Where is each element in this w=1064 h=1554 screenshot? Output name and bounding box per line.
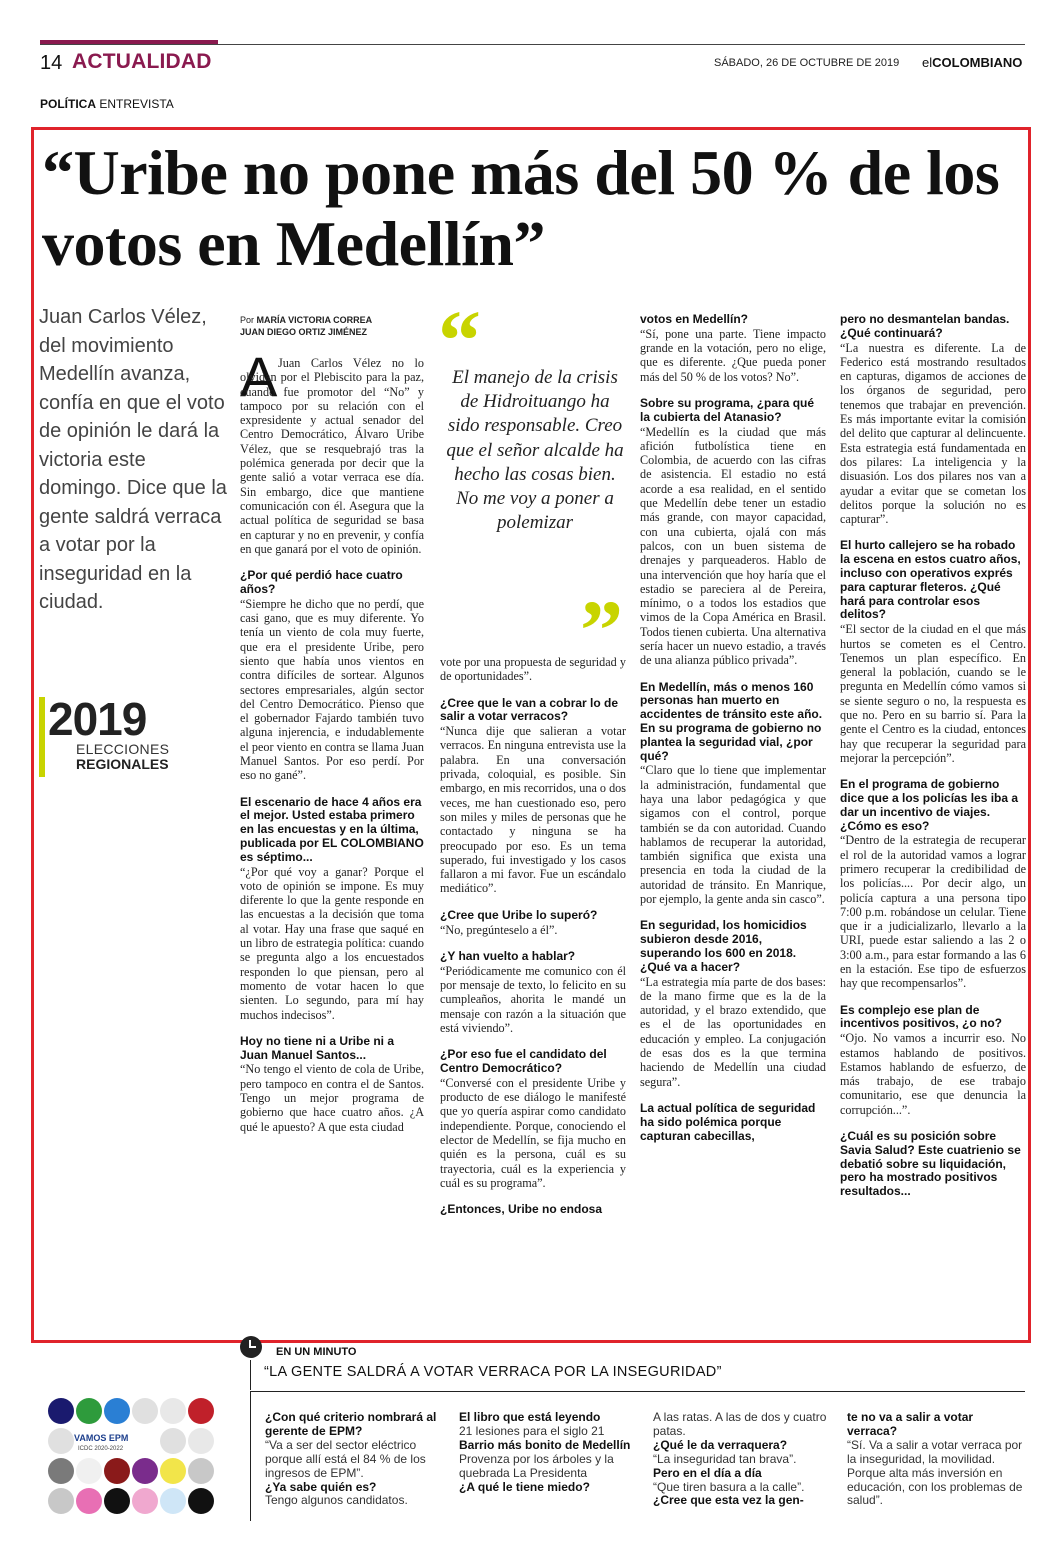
- minute-question: ¿Cree que esta vez la gen-: [653, 1493, 804, 1508]
- ad-dot: [188, 1428, 214, 1454]
- question: votos en Medellín?: [640, 312, 749, 326]
- advertisement-color-dots: [40, 1390, 230, 1520]
- question: ¿Y han vuelto a hablar?: [440, 948, 576, 963]
- ad-subtext: ICDC 2020-2022: [78, 1446, 124, 1452]
- minute-column-1: [265, 1411, 443, 1508]
- question: Hoy no tiene ni a Uribe ni a Juan Manuel Santos...: [240, 1033, 395, 1062]
- answer: “¿Por qué voy a ganar? Porque el voto de opinión se impone. Es muy diferente lo que la gente responde en las encuestas a la decisión que toma al votar. Hay una frase que saqué en un libro de estrategia política: cuando se pregunta algo a los encuestados responden lo que piensan, pero al momento de votar hacen lo que sienten. Lo segundo, para mí hay muchos indecisos”.: [240, 864, 424, 1022]
- answer: vote por una propuesta de seguridad y de oportunidades”.: [440, 655, 626, 684]
- intro-paragraph: Juan Carlos Vélez no lo olvidan por el Plebiscito para la paz, cuando fue promotor del “No” y tampoco por su relación con el expresidente y actual senador del Centro Democrático, Álvaro Uribe Vélez, que se resquebrajó tras la polémica generada por decir que la gente salió a votar verraca ese día. Sin embargo, dice que mantiene comunicación con él. Asegura que la actual política de seguridad se basa en capturar y no en prevenir, y confía en que ganará por el voto de opinión.: [240, 356, 424, 556]
- ad-logo: VAMOS EPM: [74, 1433, 129, 1443]
- minute-question: te no va a salir a votar verraca?: [847, 1410, 974, 1438]
- ad-dot: [160, 1398, 186, 1424]
- article-column-3: [640, 313, 826, 1143]
- answer: “Sí, pone una parte. Tiene impacto grande en la votación, pero no elige, que es diferente. ¿Que pueda poner más del 50 % de los votos? No”.: [640, 326, 826, 384]
- byline: [240, 314, 372, 338]
- subsection-bold: POLÍTICA: [40, 97, 96, 111]
- brand-prefix: el: [922, 55, 933, 70]
- minute-question: ¿Qué le da verraquera?: [653, 1437, 788, 1452]
- byline-author-1: MARÍA VICTORIA CORREA: [256, 315, 373, 325]
- answer: “Ojo. No vamos a incurrir eso. No estamos hablando de positivos. Estamos hablando de esfuerzo, de más trabajo, de ese trabajo comunitario, ese que denuncia la corrupción...”.: [840, 1031, 1026, 1117]
- ad-dot: [48, 1428, 74, 1454]
- ad-dot: [48, 1488, 74, 1514]
- article-column-4: [840, 313, 1026, 1199]
- minute-divider-vertical-2: [250, 1391, 251, 1521]
- question: Es complejo ese plan de incentivos positivos, ¿o no?: [840, 1002, 1003, 1031]
- elections-logo-line2: REGIONALES: [76, 756, 169, 772]
- answer: “Claro que lo tiene que implementar la administración, fundamental que haya una labor pedagógica y que sigamos con el control, porque también se da con autoridad. Cuando hablamos de recuperar la autoridad, también significa que exista una presencia en toda la ciudad de la autoridad de tránsito. En Manrique, por ejemplo, la gente anda sin casco”.: [640, 763, 826, 907]
- question: ¿Cuál es su posición sobre Savia Salud? Este cuatrienio se debatió sobre su liquidación, pero ha mostrado positivos resultados...: [840, 1129, 1021, 1199]
- minute-divider-vertical: [250, 1360, 251, 1390]
- answer: “La estrategia mía parte de dos bases: de la mano firme que es la de la autoridad, y el brazo extendido, que es el de las oportunidades en educación y empleo. La conjugación de esas dos es la que termina haciendo de Medellín una ciudad segura”.: [640, 974, 826, 1089]
- pull-quote: El manejo de la crisis de Hidroituango ha sido responsable. Creo que el señor alcalde ha hecho las cosas bien. No me voy a poner a polemizar: [446, 367, 624, 534]
- ad-dot: [160, 1428, 186, 1454]
- question: ¿Cree que le van a cobrar lo de salir a votar verracos?: [440, 695, 619, 724]
- ad-dot: [188, 1488, 214, 1514]
- minute-column-2: [459, 1411, 643, 1494]
- question: ¿Por qué perdió hace cuatro años?: [240, 568, 403, 596]
- minute-answer: “Que tiren basura a la calle”.: [653, 1479, 805, 1494]
- ad-dot: [76, 1458, 102, 1484]
- answer: “Nunca dije que salieran a votar verracos. En ninguna entrevista use la palabra. En una conversación privada, coloquial, es posible. Sin embargo, en mis recorridos, una o dos veces, me han cuestionado eso, pero son miles y miles de personas que he contactado y ninguna se ha preocupado por eso. Es un tema superado, fui investigado y los casos fallaron a mi favor. Fue un escándalo mediático”.: [440, 724, 626, 896]
- open-quote-mark: “: [438, 292, 481, 388]
- minute-answer: A las ratas. A las de dos y cuatro patas.: [653, 1410, 827, 1438]
- elections-logo-bar: [39, 697, 45, 777]
- ad-dot: [132, 1458, 158, 1484]
- question: El escenario de hace 4 años era el mejor. Usted estaba primero en las encuestas y en la última, publicada por EL COLOMBIANO es séptimo...: [240, 794, 424, 864]
- minute-column-4: [847, 1411, 1025, 1508]
- minute-headline-quote: “LA GENTE SALDRÁ A VOTAR VERRACA POR LA INSEGURIDAD”: [264, 1364, 722, 1380]
- minute-answer: “Va a ser del sector eléctrico porque allí está el 84 % de los ingresos de EPM”.: [265, 1437, 426, 1480]
- minute-question: ¿Ya sabe quién es?: [265, 1479, 377, 1494]
- minute-section-title: EN UN MINUTO: [276, 1346, 357, 1358]
- ad-dot: [48, 1398, 74, 1424]
- answer: “No, pregúnteselo a él”.: [440, 922, 558, 937]
- minute-question: ¿A qué le tiene miedo?: [459, 1479, 590, 1494]
- byline-prefix: Por: [240, 315, 257, 325]
- header-rule: [40, 44, 1025, 45]
- question: La actual política de seguridad ha sido polémica porque capturan cabecillas,: [640, 1100, 816, 1143]
- subsection-rest: ENTREVISTA: [96, 97, 174, 111]
- answer: “Conversé con el presidente Uribe y producto de ese diálogo le manifesté que yo quería aspirar como candidato independiente. Porque, conociendo el elector de Medellín, se fija mucho en quién es la persona, cuál es su trayectoria, cuál es la experiencia y cuál es su programa”.: [440, 1075, 626, 1190]
- answer: “Dentro de la estrategia de recuperar el rol de la autoridad vamos a lograr primero recuperar la credibilidad de los policías.... Por decir algo, un policía captura a una persona tipo 7:00 p.m. robándose un celular. Tiene que ir a judicializarlo, llevarlo a la URI, puede estar saliendo a las 2 o 3:00 a.m., para estar formando a las 6 en la estación. Ese tipo de esfuerzos hay que recompensarlos”.: [840, 833, 1026, 991]
- minute-question: Barrio más bonito de Medellín: [459, 1437, 631, 1452]
- ad-dot: [48, 1458, 74, 1484]
- close-quote-mark: ”: [580, 582, 623, 678]
- answer: “Siempre he dicho que no perdí, que casi gano, que es muy diferente. Yo tenía un viento de cola muy fuerte, que era el presidente Uribe, pero siento que había unos vientos en contra difíciles de sortear. Algunos sectores empresariales, algún sector del Centro Democrático. Pienso que el gobernador Fajardo también tuvo alguna injerencia, e indudablemente el peor viento en contra se llama Juan Manuel Santos. Por eso perdí. Por eso no gané”.: [240, 596, 424, 783]
- answer: “Periódicamente me comunico con él por mensaje de texto, lo felicito en su cumpleaños, ahorita le mandé un mensaje con razón a la situación que está viviendo”.: [440, 963, 626, 1035]
- ad-dot: [188, 1458, 214, 1484]
- page-number: 14: [40, 52, 63, 74]
- ad-dot: [132, 1398, 158, 1424]
- minute-answer: “Sí. Va a salir a votar verraca por la inseguridad, la movilidad. Porque alta más inversión en educación, con los problemas de salud”.: [847, 1437, 1023, 1508]
- article-lede: Juan Carlos Vélez, del movimiento Medellín avanza, confía en que el voto de opinión le dará la victoria este domingo. Dice que la gente saldrá verraca a votar por la inseguridad en la ciudad.: [39, 306, 227, 613]
- ad-dot: [104, 1398, 130, 1424]
- ad-dot: [160, 1488, 186, 1514]
- article-column-2: [440, 655, 626, 1217]
- byline-author-2: JUAN DIEGO ORTIZ JIMÉNEZ: [240, 327, 368, 337]
- subsection-label: [40, 97, 174, 111]
- minute-answer: Tengo algunos candidatos.: [265, 1493, 408, 1508]
- ad-dot: [104, 1458, 130, 1484]
- ad-dot: [76, 1398, 102, 1424]
- question: En Medellín, más o menos 160 personas han muerto en accidentes de tránsito este año. En su programa de gobierno no plantea la seguridad vial, ¿por qué?: [640, 679, 823, 763]
- question: Sobre su programa, ¿para qué la cubierta del Atanasio?: [640, 395, 815, 424]
- answer: “No tengo el viento de cola de Uribe, pero tampoco en contra el de Santos. Tengo un mejor programa de gobierno que hace cuatro años. ¿A qué le apuesto? A que esta ciudad: [240, 1062, 424, 1134]
- question: ¿Por eso fue el candidato del Centro Democrático?: [440, 1047, 607, 1075]
- brand-name: COLOMBIANO: [932, 55, 1023, 70]
- minute-answer: Provenza por los árboles y la quebrada La Presidenta: [459, 1451, 614, 1480]
- ad-dot: [132, 1488, 158, 1514]
- minute-divider-horizontal: [250, 1391, 1025, 1392]
- minute-answer: 21 lesiones para el siglo 21: [459, 1423, 605, 1438]
- question: ¿Cree que Uribe lo superó?: [440, 907, 598, 922]
- question: En el programa de gobierno dice que a los policías les iba a dar un incentivo de viajes. ¿Cómo es eso?: [840, 777, 1019, 833]
- minute-question: ¿Con qué criterio nombrará al gerente de EPM?: [265, 1410, 437, 1438]
- section-title: ACTUALIDAD: [72, 50, 212, 73]
- minute-question: El libro que está leyendo: [459, 1410, 601, 1424]
- article-headline: “Uribe no pone más del 50 % de los votos en Medellín”: [42, 137, 1000, 279]
- question: pero no desmantelan bandas. ¿Qué continuará?: [840, 312, 1010, 340]
- question: El hurto callejero se ha robado la escena en estos cuatro años, incluso con operativos exprés para capturar fleteros. ¿Qué hará para controlar esos delitos?: [840, 538, 1021, 622]
- ad-dot: [76, 1488, 102, 1514]
- ad-dot: [188, 1398, 214, 1424]
- elections-logo-line1: ELECCIONES: [76, 741, 170, 757]
- article-column-1: [240, 356, 424, 1134]
- drop-cap: A: [240, 345, 278, 408]
- clock-icon: [240, 1336, 262, 1358]
- answer: “Medellín es la ciudad que más afición futbolística tiene en Colombia, de acuerdo con las cifras de asistencia. El estadio no está acorde a esa realidad, en el sentido que Medellín debe tener un estadio más grande, con mayor capacidad, con una cubierta, ojalá con más palcos, con un buen sistema de drenajes y parqueaderos. Hablo de una intervención que hoy haría que el estadio se pareciera al de Pereira, mínimo, o a todos los estadios que vimos de la Copa América en Brasil. Todos tienen cubierta. Una alternativa sería hacer un nuevo estadio, a través de una alianza público privada”.: [640, 424, 826, 668]
- ad-dot: [104, 1488, 130, 1514]
- question: En seguridad, los homicidios subieron desde 2016, superando los 600 en 2018. ¿Qué va a hacer?: [640, 918, 807, 974]
- elections-logo-year: 2019: [48, 693, 147, 745]
- minute-column-3: [653, 1411, 831, 1508]
- ad-dot: [160, 1458, 186, 1484]
- answer: “La nuestra es diferente. La de Federico está mostrando resultados en capturas, digamos de acciones de los órganos de seguridad, pero tenemos que trabajar en prevención. Es más importante evitar la comisión del delito que capturar al delincuente. Esta estrategia está fundamentada en dos pilares: La inteligencia y la disuasión. Los dos pilares nos van a ayudar a evitar que se cometan los delitos porque la solución no es capturar”.: [840, 340, 1026, 527]
- minute-question: Pero en el día a día: [653, 1465, 762, 1480]
- issue-date: SÁBADO, 26 DE OCTUBRE DE 2019: [714, 57, 900, 69]
- newspaper-brand: [922, 55, 1022, 70]
- minute-answer: “La inseguridad tan brava”.: [653, 1451, 797, 1466]
- question: ¿Entonces, Uribe no endosa: [440, 1202, 603, 1217]
- answer: “El sector de la ciudad en el que más hurtos se cometen es el Centro. Tenemos un plan específico. En general la población, cuando se le pregunta en Medellín cómo vamos si se siente seguro o no, la respuesta es que no. Pero en su barrio sí. Para la gente el Centro es la ciudad, entonces hay que recuperar la seguridad para mejorar la percepción”.: [840, 622, 1026, 765]
